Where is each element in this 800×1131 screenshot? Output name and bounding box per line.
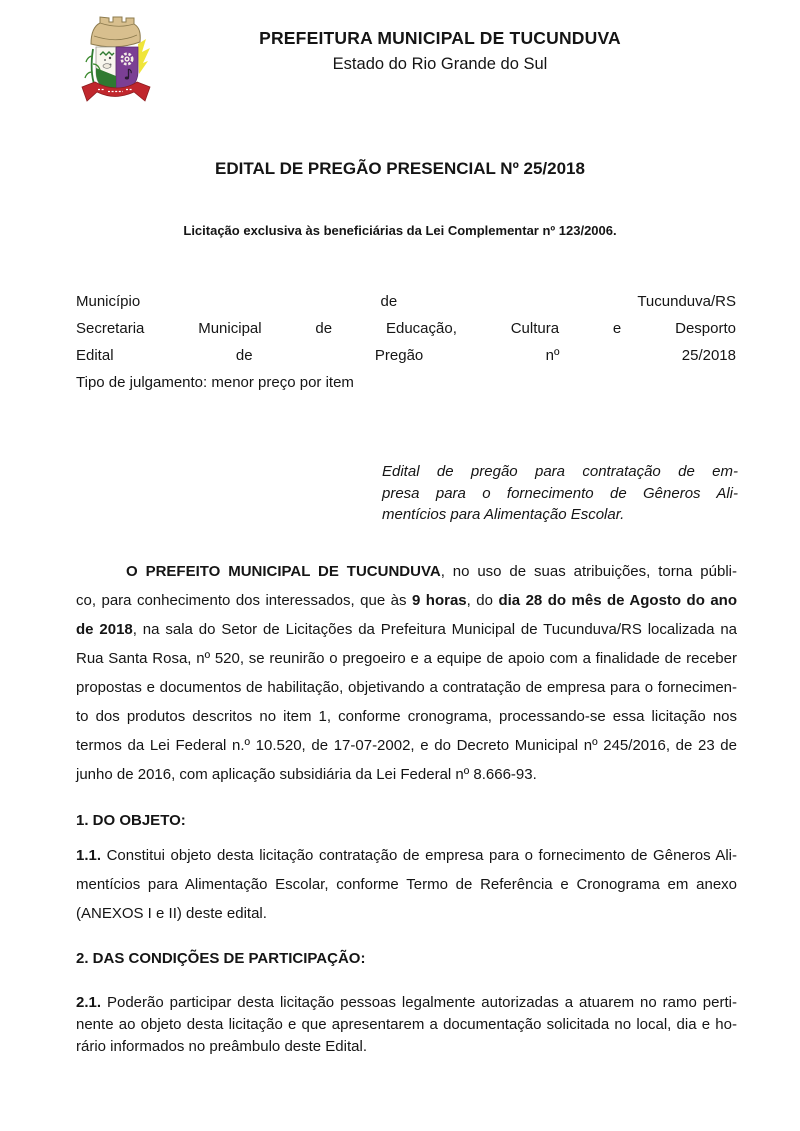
text-line: Edital de pregão para contratação de em- — [382, 463, 738, 480]
text-line: mentícios para Alimentação Escolar, conforme Termo de Referência e Cronograma em anexo — [76, 876, 737, 893]
text-line: propostas e documentos de habilitação, objetivando a contratação de empresa para o fornecimen- — [76, 679, 737, 696]
text-line: 1.1. Constitui objeto desta licitação contratação de empresa para o fornecimento de Gêneros Ali- — [76, 847, 737, 864]
text-line: (ANEXOS I e II) deste edital. — [76, 905, 267, 922]
text-line: termos da Lei Federal n.º 10.520, de 17-07-2002, e do Decreto Municipal nº 245/2016, de 23 de — [76, 737, 737, 754]
text-line: Tipo de julgamento: menor preço por item — [76, 374, 354, 391]
text-line: O PREFEITO MUNICIPAL DE TUCUNDUVA, no uso de suas atribuições, torna públi- — [126, 563, 737, 580]
object-summary-block — [382, 461, 738, 526]
text-line: mentícios para Alimentação Escolar. — [382, 506, 625, 523]
text-line: 2.1. Poderão participar desta licitação pessoas legalmente autorizadas a atuarem no ramo perti- — [76, 994, 737, 1011]
document-title: EDITAL DE PREGÃO PRESENCIAL Nº 25/2018 — [215, 159, 585, 178]
letterhead — [120, 28, 760, 74]
text-line: nente ao objeto desta licitação e que apresentarem a documentação solicitada no local, dia e ho- — [76, 1016, 737, 1033]
text-line: to dos produtos descritos no item 1, conforme cronograma, processando-se essa licitação nos — [76, 708, 737, 725]
document-info-block — [76, 288, 736, 396]
section-2-paragraph — [76, 992, 737, 1058]
text-line: Secretaria Municipal de Educação, Cultura e Desporto — [76, 320, 736, 337]
section-1-heading: 1. DO OBJETO: — [76, 812, 186, 829]
text-line: de 2018, na sala do Setor de Licitações da Prefeitura Municipal de Tucunduva/RS localizada na — [76, 621, 737, 638]
text-line: presa para o fornecimento de Gêneros Ali- — [382, 484, 738, 502]
text-line: co, para conhecimento dos interessados, que às 9 horas, do dia 28 do mês de Agosto do ano — [76, 592, 738, 609]
state-name: Estado do Rio Grande do Sul — [332, 55, 548, 73]
preamble-paragraph — [76, 557, 737, 789]
text-line: junho de 2016, com aplicação subsidiária da Lei Federal nº 8.666-93. — [76, 766, 537, 783]
organization-name: PREFEITURA MUNICIPAL DE TUCUNDUVA — [259, 28, 621, 48]
text-line: rário informados no preâmbulo deste Edital. — [76, 1038, 367, 1055]
section-1-paragraph — [76, 841, 737, 928]
document-subtitle: Licitação exclusiva às beneficiárias da Lei Complementar nº 123/2006. — [183, 223, 617, 238]
text-line: Edital de Pregão nº 25/2018 — [76, 347, 736, 364]
text-line: Município de Tucunduva/RS — [76, 293, 736, 310]
text-line: Rua Santa Rosa, nº 520, se reunirão o pregoeiro e a equipe de apoio com a finalidade de receber — [76, 650, 737, 667]
section-2-heading: 2. DAS CONDIÇÕES DE PARTICIPAÇÃO: — [76, 950, 366, 967]
